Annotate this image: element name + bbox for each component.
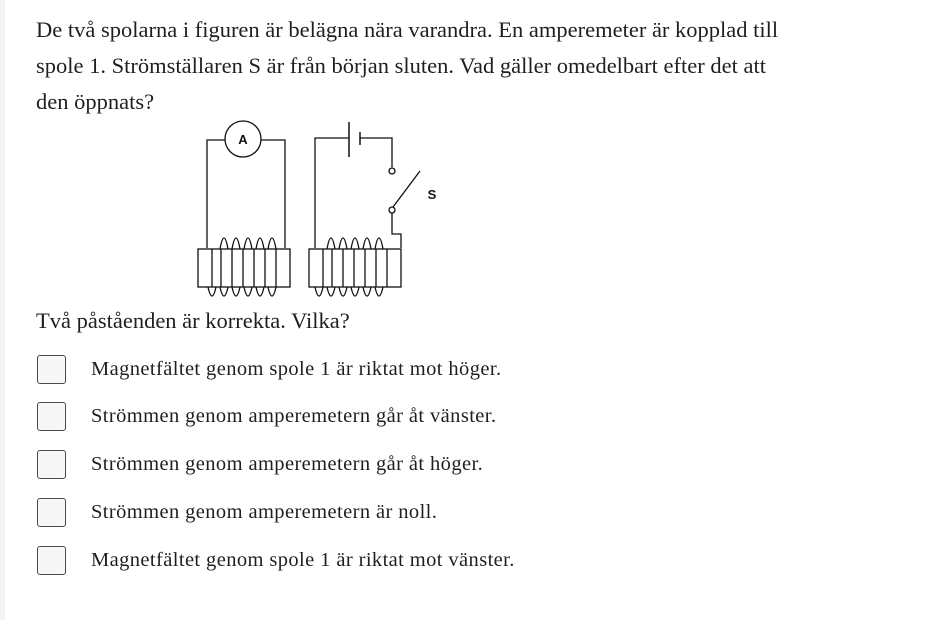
coil2-top-right-wire (360, 138, 392, 167)
option-5[interactable] (37, 544, 515, 576)
option-1-label[interactable]: Magnetfältet genom spole 1 är riktat mot höger. (91, 357, 502, 380)
option-2-label[interactable]: Strömmen genom amperemetern går åt vänster. (91, 405, 497, 428)
prompt-text: Två påståenden är korrekta. Vilka? (36, 308, 350, 333)
coil1-right-wire (261, 140, 285, 248)
option-1[interactable] (37, 353, 515, 385)
option-2[interactable] (37, 401, 515, 433)
switch-lower-contact (389, 207, 395, 213)
switch-blade (393, 171, 420, 207)
option-3[interactable] (37, 449, 515, 481)
ammeter-label: A (238, 132, 248, 147)
option-3-label[interactable]: Strömmen genom amperemetern går åt höger. (91, 453, 484, 476)
option-4[interactable] (37, 496, 515, 528)
coil1-left-wire (207, 140, 225, 248)
checkbox-option-2[interactable] (37, 402, 66, 431)
checkbox-option-1[interactable] (37, 355, 66, 384)
answer-options (37, 353, 515, 592)
checkbox-option-4[interactable] (37, 498, 66, 527)
checkbox-option-3[interactable] (37, 450, 66, 479)
option-4-label[interactable]: Strömmen genom amperemetern är noll. (91, 500, 438, 523)
switch-upper-contact (389, 168, 395, 174)
coil2-bottom-right-wire (392, 213, 401, 248)
circuit-diagram (188, 115, 448, 305)
option-5-label[interactable]: Magnetfältet genom spole 1 är riktat mot vänster. (91, 548, 515, 571)
checkbox-option-5[interactable] (37, 546, 66, 575)
question-text: De två spolarna i figuren är belägna nära varandra. En amperemeter är kopplad till spole 1. Strömställaren S är från början sluten. Vad gäller omedelbart efter det att den öppnats? (36, 17, 779, 114)
switch-label: S (427, 187, 437, 202)
coil2-left-wire (315, 138, 349, 248)
